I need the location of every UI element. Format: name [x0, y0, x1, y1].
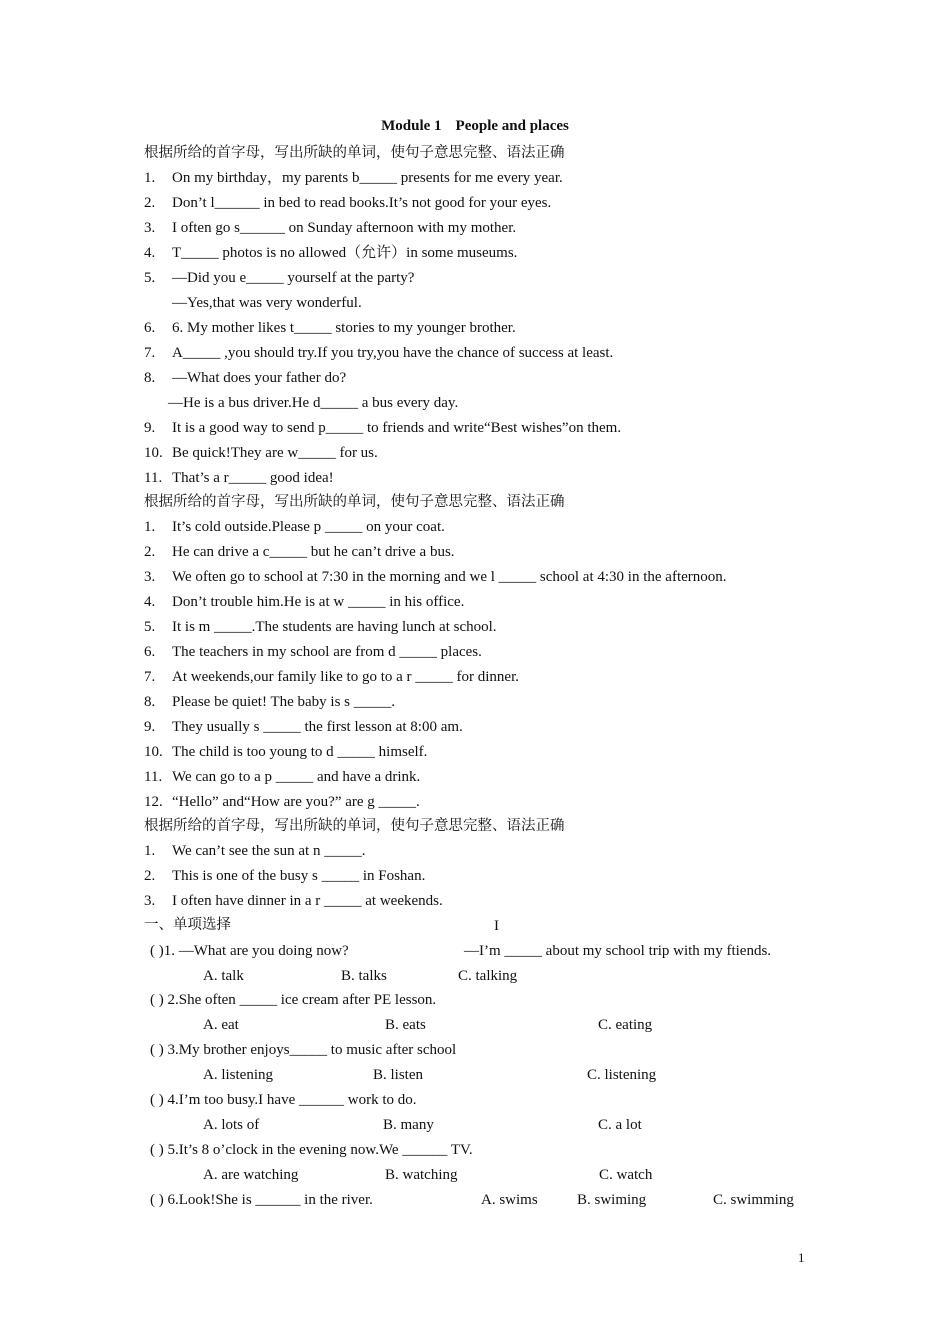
list-item: 4. Don’t trouble him.He is at w _____ in his office. — [144, 594, 465, 610]
instruction-3: 根据所给的首字母，写出所缺的单词，使句子意思完整、语法正确 — [144, 818, 565, 834]
mc-option-b: B. watching — [385, 1167, 458, 1183]
list-item: 3. I often have dinner in a r _____ at weekends. — [144, 893, 443, 909]
mc-question-4: ( ) 4.I’m too busy.I have ______ work to do. — [150, 1092, 417, 1108]
list-item: 11. That’s a r_____ good idea! — [144, 470, 334, 486]
list-item: 9. They usually s _____ the first lesson at 8:00 am. — [144, 719, 463, 735]
list-item: 10. Be quick!They are w_____ for us. — [144, 445, 378, 461]
mc-heading: 一、单项选择 — [144, 917, 231, 933]
instruction-2: 根据所给的首字母，写出所缺的单词，使句子意思完整、语法正确 — [144, 494, 565, 510]
mc-option-b: B. many — [383, 1117, 434, 1133]
list-item: 1. We can’t see the sun at n _____. — [144, 843, 366, 859]
list-item: 4. T_____ photos is no allowed（允许）in some museums. — [144, 245, 518, 261]
list-item-continuation: —Yes,that was very wonderful. — [172, 295, 362, 311]
list-item: 1. On my birthday，my parents b_____ presents for me every year. — [144, 170, 563, 186]
mc-question-6: ( ) 6.Look!She is ______ in the river. — [150, 1192, 373, 1208]
list-item: 5. It is m _____.The students are having lunch at school. — [144, 619, 497, 635]
list-item: 2. This is one of the busy s _____ in Foshan. — [144, 868, 426, 884]
list-item: 8. Please be quiet! The baby is s _____. — [144, 694, 396, 710]
mc-question-1: ( )1. —What are you doing now? — [150, 943, 349, 959]
list-item-continuation: —He is a bus driver.He d_____ a bus every day. — [168, 395, 459, 411]
list-item: 3. I often go s______ on Sunday afternoon with my mother. — [144, 220, 517, 236]
mc-option-b: B. talks — [341, 968, 387, 984]
list-item: 8. —What does your father do? — [144, 370, 347, 386]
mc-option-c: C. talking — [458, 968, 518, 984]
mc-option-a: A. lots of — [203, 1117, 260, 1133]
page-number: 1 — [798, 1250, 805, 1265]
mc-question-5: ( ) 5.It’s 8 o’clock in the evening now.We ______ TV. — [150, 1142, 473, 1158]
list-item: 5. —Did you e_____ yourself at the party? — [144, 270, 415, 286]
list-item: 6. 6. My mother likes t_____ stories to my younger brother. — [144, 320, 516, 336]
mc-option-b: B. eats — [385, 1017, 426, 1033]
list-item: 11. We can go to a p _____ and have a drink. — [144, 769, 421, 785]
mc-option-c: C. a lot — [598, 1117, 642, 1133]
list-item: 2. He can drive a c_____ but he can’t drive a bus. — [144, 544, 455, 560]
mc-option-a: A. talk — [203, 968, 244, 984]
mc-option-c: C. watch — [599, 1167, 653, 1183]
instruction-1: 根据所给的首字母，写出所缺的单词，使句子意思完整、语法正确 — [144, 145, 565, 161]
list-item: 2. Don’t l______ in bed to read books.It’s not good for your eyes. — [144, 195, 552, 211]
list-item: 7. A_____ ,you should try.If you try,you have the chance of success at least. — [144, 345, 614, 361]
list-item: 12. “Hello” and“How are you?” are g _____. — [144, 794, 420, 810]
list-item: 7. At weekends,our family like to go to a r _____ for dinner. — [144, 669, 520, 685]
title-text: People and places — [455, 118, 569, 134]
mc-question-2: ( ) 2.She often _____ ice cream after PE lesson. — [150, 992, 437, 1008]
mc-option-c: C. listening — [587, 1067, 657, 1083]
list-item: 3. We often go to school at 7:30 in the morning and we l _____ school at 4:30 in the afternoon. — [144, 569, 727, 585]
mc-option-a: A. are watching — [203, 1167, 299, 1183]
mc-heading-mark: I — [494, 918, 499, 934]
list-item: 1. It’s cold outside.Please p _____ on your coat. — [144, 519, 445, 535]
mc-option-b: B. listen — [373, 1067, 424, 1083]
mc-option-a: A. eat — [203, 1017, 239, 1033]
list-item: 6. The teachers in my school are from d _____ places. — [144, 644, 482, 660]
list-item: 9. It is a good way to send p_____ to friends and write“Best wishes”on them. — [144, 420, 622, 436]
page-title — [0, 118, 950, 135]
list-item: 10. The child is too young to d _____ himself. — [144, 744, 428, 760]
mc-option-c: C. eating — [598, 1017, 653, 1033]
mc-option-c: C. swimming — [713, 1192, 794, 1208]
mc-question-1-extra: —I’m _____ about my school trip with my ftiends. — [464, 943, 772, 959]
mc-option-a: A. swims — [481, 1192, 538, 1208]
mc-option-b: B. swiming — [577, 1192, 647, 1208]
title-module: Module 1 — [381, 118, 442, 134]
mc-question-3: ( ) 3.My brother enjoys_____ to music after school — [150, 1042, 457, 1058]
mc-option-a: A. listening — [203, 1067, 273, 1083]
